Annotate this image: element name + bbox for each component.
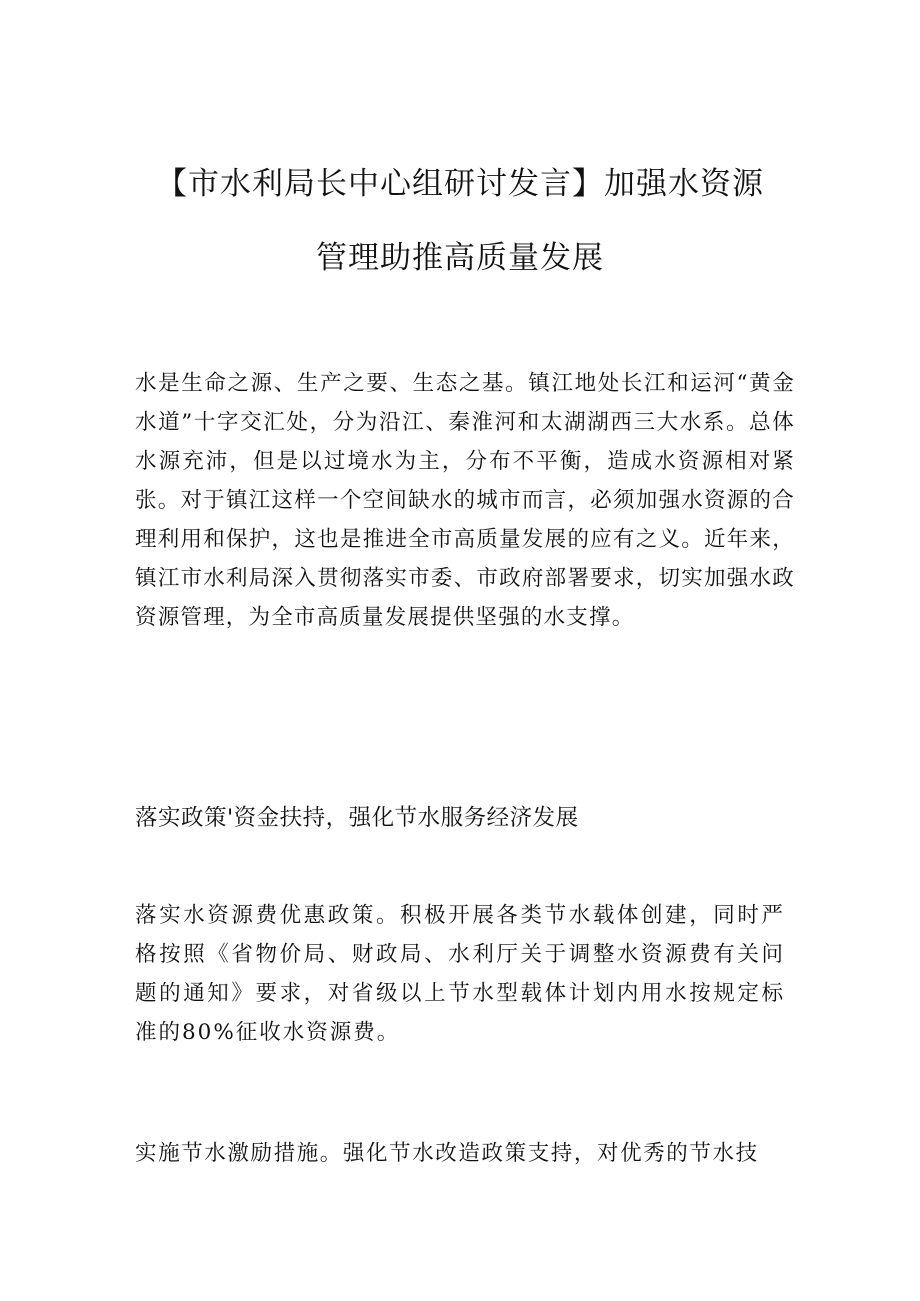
section-heading: 落实政策'资金扶持，强化节水服务经济发展 [135,805,579,831]
intro-paragraph: 水是生命之源、生产之要、生态之基。镇江地处长江和运河“黄金水道”十字交汇处，分为沿江、秦淮河和太湖湖西三大水系。总体水源充沛，但是以过境水为主，分布不平衡，造成水资源相对紧张。对于镇江这样一个空间缺水的城市而言，必须加强水资源的合理利用和保护，这也是推进全市高质量发展的应有之义。近年来，镇江市水利局深入贯彻落实市委、市政府部署要求，切实加强水政资源管理，为全市高质量发展提供坚强的水支撑。 [135,371,795,630]
section-paragraph-1: 落实水资源费优惠政策。积极开展各类节水载体创建，同时严格按照《省物价局、财政局、水利厅关于调整水资源费有关问题的通知》要求，对省级以上节水型载体计划内用水按规定标准的80%征收水资源费。 [135,903,785,1045]
document-title-line-2: 管理助推高质量发展 [316,240,604,276]
section-paragraph-2: 实施节水激励措施。强化节水改造政策支持，对优秀的节水技 [135,1141,759,1166]
document-title-line-1: 【市水利局长中心组研讨发言】加强水资源 [156,166,764,202]
